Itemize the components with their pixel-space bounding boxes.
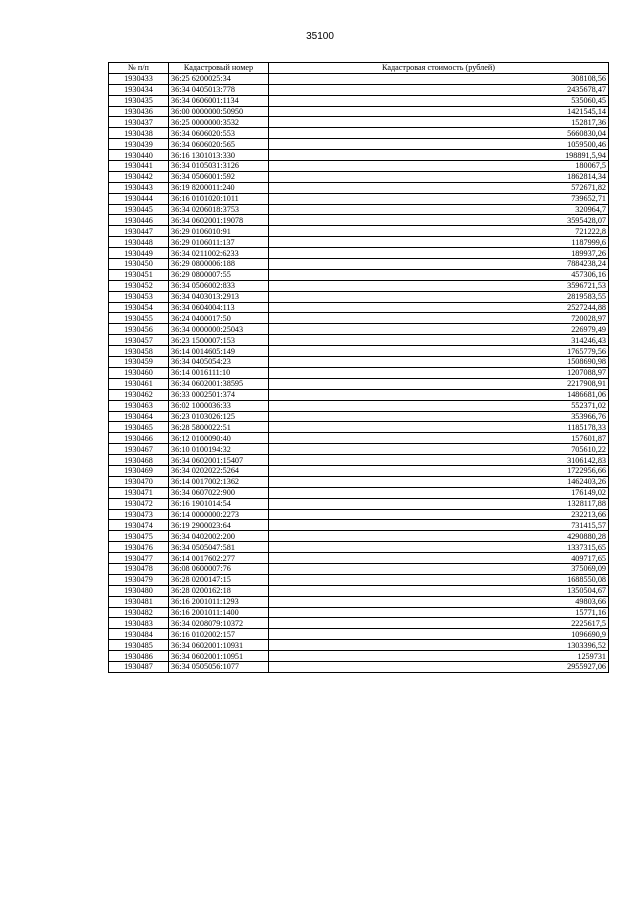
cadastral-number-cell: 36:14 0017002:1362 [169, 476, 269, 487]
cadastral-value-cell: 2819583,55 [269, 291, 609, 302]
cadastral-number-cell: 36:29 0106010:91 [169, 226, 269, 237]
cadastral-value-cell: 731415,57 [269, 520, 609, 531]
row-number-cell: 1930443 [109, 182, 169, 193]
row-number-cell: 1930460 [109, 367, 169, 378]
cadastral-number-cell: 36:29 0800007:55 [169, 269, 269, 280]
row-number-cell: 1930476 [109, 542, 169, 553]
cadastral-value-cell: 152817,36 [269, 117, 609, 128]
cadastral-number-cell: 36:19 2900023:64 [169, 520, 269, 531]
table-row [109, 618, 609, 629]
table-row [109, 422, 609, 433]
table-row [109, 487, 609, 498]
cadastral-value-cell: 1862814,34 [269, 171, 609, 182]
table-row [109, 357, 609, 368]
cadastral-value-cell: 535060,45 [269, 95, 609, 106]
table-row [109, 259, 609, 270]
cadastral-number-cell: 36:34 0606001:1134 [169, 95, 269, 106]
row-number-cell: 1930487 [109, 661, 169, 672]
table-row [109, 400, 609, 411]
cadastral-value-cell: 189937,26 [269, 248, 609, 259]
table-row [109, 84, 609, 95]
cadastral-value-cell: 15771,16 [269, 607, 609, 618]
table-body [109, 73, 609, 672]
row-number-cell: 1930484 [109, 629, 169, 640]
cadastral-value-cell: 1187999,6 [269, 237, 609, 248]
cadastral-value-cell: 721222,8 [269, 226, 609, 237]
cadastral-value-cell: 2527244,88 [269, 302, 609, 313]
cadastral-number-cell: 36:34 0402002:200 [169, 531, 269, 542]
table-header-row [109, 63, 609, 74]
table-row [109, 629, 609, 640]
table-row [109, 182, 609, 193]
row-number-cell: 1930479 [109, 574, 169, 585]
cadastral-number-cell: 36:14 0000000:2273 [169, 509, 269, 520]
cadastral-value-cell: 1096690,9 [269, 629, 609, 640]
cadastral-value-cell: 572671,82 [269, 182, 609, 193]
row-number-cell: 1930465 [109, 422, 169, 433]
cadastral-number-cell: 36:24 0400017:50 [169, 313, 269, 324]
table-row [109, 150, 609, 161]
table-row [109, 465, 609, 476]
row-number-cell: 1930471 [109, 487, 169, 498]
row-number-cell: 1930481 [109, 596, 169, 607]
cadastral-value-cell: 375069,09 [269, 563, 609, 574]
table-row [109, 455, 609, 466]
table-row [109, 563, 609, 574]
row-number-cell: 1930446 [109, 215, 169, 226]
cadastral-number-cell: 36:34 0405013:778 [169, 84, 269, 95]
row-number-cell: 1930470 [109, 476, 169, 487]
row-number-cell: 1930455 [109, 313, 169, 324]
cadastral-number-cell: 36:14 0017602:277 [169, 553, 269, 564]
cadastral-value-cell: 739652,71 [269, 193, 609, 204]
cadastral-number-cell: 36:34 0105031:3126 [169, 161, 269, 172]
table-row [109, 520, 609, 531]
cadastral-number-cell: 36:14 0014605:149 [169, 346, 269, 357]
page-number: 35100 [306, 31, 334, 42]
row-number-cell: 1930485 [109, 640, 169, 651]
row-number-cell: 1930464 [109, 411, 169, 422]
row-number-cell: 1930433 [109, 73, 169, 84]
table-row [109, 248, 609, 259]
cadastral-value-cell: 457306,16 [269, 269, 609, 280]
cadastral-number-cell: 36:23 0103026:125 [169, 411, 269, 422]
table-row [109, 531, 609, 542]
cadastral-number-cell: 36:02 1000036:33 [169, 400, 269, 411]
table-row [109, 651, 609, 662]
cadastral-value-cell: 1421545,14 [269, 106, 609, 117]
cadastral-value-cell: 4290880,28 [269, 531, 609, 542]
cadastral-value-cell: 705610,22 [269, 444, 609, 455]
cadastral-value-cell: 1350504,67 [269, 585, 609, 596]
cadastral-value-cell: 226979,49 [269, 324, 609, 335]
table-row [109, 313, 609, 324]
table-row [109, 661, 609, 672]
table-row [109, 640, 609, 651]
row-number-cell: 1930451 [109, 269, 169, 280]
cadastral-value-cell: 2217908,91 [269, 378, 609, 389]
row-number-cell: 1930468 [109, 455, 169, 466]
cadastral-number-cell: 36:28 0200147:15 [169, 574, 269, 585]
header-cadastral-value: Кадастровая стоимость (рублей) [269, 63, 609, 74]
cadastral-number-cell: 36:10 0100194:32 [169, 444, 269, 455]
row-number-cell: 1930478 [109, 563, 169, 574]
table-row [109, 73, 609, 84]
cadastral-value-cell: 1328117,88 [269, 498, 609, 509]
row-number-cell: 1930472 [109, 498, 169, 509]
cadastral-value-cell: 720028,97 [269, 313, 609, 324]
row-number-cell: 1930448 [109, 237, 169, 248]
row-number-cell: 1930457 [109, 335, 169, 346]
cadastral-value-cell: 308108,56 [269, 73, 609, 84]
cadastral-number-cell: 36:34 0606020:553 [169, 128, 269, 139]
table-row [109, 117, 609, 128]
row-number-cell: 1930458 [109, 346, 169, 357]
cadastral-value-cell: 232213,66 [269, 509, 609, 520]
row-number-cell: 1930453 [109, 291, 169, 302]
cadastral-value-cell: 1688550,08 [269, 574, 609, 585]
table-row [109, 596, 609, 607]
cadastral-value-cell: 198891,5,94 [269, 150, 609, 161]
cadastral-number-cell: 36:34 0000000:25043 [169, 324, 269, 335]
cadastral-value-cell: 1303396,52 [269, 640, 609, 651]
table-row [109, 335, 609, 346]
table-row [109, 161, 609, 172]
cadastral-value-cell: 3595428,07 [269, 215, 609, 226]
cadastral-value-table [108, 62, 609, 673]
cadastral-number-cell: 36:34 0405054:23 [169, 357, 269, 368]
row-number-cell: 1930444 [109, 193, 169, 204]
row-number-cell: 1930434 [109, 84, 169, 95]
cadastral-number-cell: 36:34 0607022:900 [169, 487, 269, 498]
table-row [109, 302, 609, 313]
table-row [109, 433, 609, 444]
cadastral-number-cell: 36:34 0202022:5264 [169, 465, 269, 476]
cadastral-value-cell: 5660830,04 [269, 128, 609, 139]
cadastral-value-cell: 3106142,83 [269, 455, 609, 466]
table-row [109, 204, 609, 215]
row-number-cell: 1930477 [109, 553, 169, 564]
cadastral-value-cell: 1486681,06 [269, 389, 609, 400]
cadastral-number-cell: 36:16 2001011:1400 [169, 607, 269, 618]
table-row [109, 553, 609, 564]
row-number-cell: 1930456 [109, 324, 169, 335]
row-number-cell: 1930475 [109, 531, 169, 542]
row-number-cell: 1930482 [109, 607, 169, 618]
table-row [109, 215, 609, 226]
cadastral-value-cell: 2225617,5 [269, 618, 609, 629]
cadastral-number-cell: 36:25 6200025:34 [169, 73, 269, 84]
table-row [109, 324, 609, 335]
cadastral-number-cell: 36:34 0604004:113 [169, 302, 269, 313]
cadastral-number-cell: 36:34 0506001:592 [169, 171, 269, 182]
cadastral-number-cell: 36:28 5800022:51 [169, 422, 269, 433]
cadastral-value-cell: 320964,7 [269, 204, 609, 215]
table-row [109, 509, 609, 520]
row-number-cell: 1930449 [109, 248, 169, 259]
cadastral-number-cell: 36:34 0602001:10931 [169, 640, 269, 651]
table-row [109, 346, 609, 357]
row-number-cell: 1930435 [109, 95, 169, 106]
cadastral-value-cell: 1059500,46 [269, 139, 609, 150]
table-row [109, 226, 609, 237]
cadastral-value-cell: 2435678,47 [269, 84, 609, 95]
cadastral-number-cell: 36:08 0600007:76 [169, 563, 269, 574]
cadastral-number-cell: 36:16 0101020:1011 [169, 193, 269, 204]
cadastral-number-cell: 36:00 0000000:50950 [169, 106, 269, 117]
row-number-cell: 1930437 [109, 117, 169, 128]
table-row [109, 389, 609, 400]
cadastral-value-cell: 1259731 [269, 651, 609, 662]
row-number-cell: 1930445 [109, 204, 169, 215]
cadastral-number-cell: 36:12 0100090:40 [169, 433, 269, 444]
table-row [109, 139, 609, 150]
cadastral-value-cell: 3596721,53 [269, 280, 609, 291]
row-number-cell: 1930439 [109, 139, 169, 150]
row-number-cell: 1930436 [109, 106, 169, 117]
table-row [109, 378, 609, 389]
table-row [109, 171, 609, 182]
cadastral-number-cell: 36:23 1500007:153 [169, 335, 269, 346]
cadastral-number-cell: 36:28 0200162:18 [169, 585, 269, 596]
cadastral-number-cell: 36:34 0403013:2913 [169, 291, 269, 302]
table-row [109, 280, 609, 291]
row-number-cell: 1930441 [109, 161, 169, 172]
cadastral-number-cell: 36:16 1301013:330 [169, 150, 269, 161]
table-row [109, 476, 609, 487]
table-row [109, 193, 609, 204]
cadastral-number-cell: 36:16 0102002:157 [169, 629, 269, 640]
cadastral-number-cell: 36:34 0602001:15407 [169, 455, 269, 466]
cadastral-value-cell: 1185178,33 [269, 422, 609, 433]
cadastral-value-cell: 314246,43 [269, 335, 609, 346]
row-number-cell: 1930447 [109, 226, 169, 237]
cadastral-number-cell: 36:33 0002501:374 [169, 389, 269, 400]
cadastral-value-cell: 176149,02 [269, 487, 609, 498]
table-row [109, 498, 609, 509]
cadastral-number-cell: 36:34 0602001:10951 [169, 651, 269, 662]
row-number-cell: 1930450 [109, 259, 169, 270]
row-number-cell: 1930469 [109, 465, 169, 476]
table-row [109, 542, 609, 553]
cadastral-number-cell: 36:34 0206018:3753 [169, 204, 269, 215]
cadastral-number-cell: 36:34 0211002:6233 [169, 248, 269, 259]
cadastral-number-cell: 36:34 0506002:833 [169, 280, 269, 291]
row-number-cell: 1930462 [109, 389, 169, 400]
table-row [109, 128, 609, 139]
row-number-cell: 1930438 [109, 128, 169, 139]
table-row [109, 269, 609, 280]
table-row [109, 291, 609, 302]
table-row [109, 574, 609, 585]
row-number-cell: 1930483 [109, 618, 169, 629]
row-number-cell: 1930454 [109, 302, 169, 313]
header-cadastral-number: Кадастровый номер [169, 63, 269, 74]
table-row [109, 607, 609, 618]
cadastral-number-cell: 36:29 0800006:188 [169, 259, 269, 270]
cadastral-value-cell: 157601,87 [269, 433, 609, 444]
row-number-cell: 1930474 [109, 520, 169, 531]
cadastral-number-cell: 36:16 2001011:1293 [169, 596, 269, 607]
cadastral-value-cell: 1207088,97 [269, 367, 609, 378]
row-number-cell: 1930473 [109, 509, 169, 520]
cadastral-number-cell: 36:34 0606020:565 [169, 139, 269, 150]
row-number-cell: 1930463 [109, 400, 169, 411]
cadastral-value-cell: 1722956,66 [269, 465, 609, 476]
row-number-cell: 1930486 [109, 651, 169, 662]
row-number-cell: 1930467 [109, 444, 169, 455]
cadastral-value-cell: 49803,66 [269, 596, 609, 607]
cadastral-value-cell: 7884238,24 [269, 259, 609, 270]
cadastral-value-cell: 1765779,56 [269, 346, 609, 357]
cadastral-number-cell: 36:29 0106011:137 [169, 237, 269, 248]
table-row [109, 95, 609, 106]
cadastral-value-cell: 552371,02 [269, 400, 609, 411]
cadastral-value-cell: 1337315,65 [269, 542, 609, 553]
cadastral-number-cell: 36:34 0602001:19078 [169, 215, 269, 226]
table-row [109, 367, 609, 378]
row-number-cell: 1930480 [109, 585, 169, 596]
table-row [109, 411, 609, 422]
table-row [109, 106, 609, 117]
cadastral-value-cell: 1508690,98 [269, 357, 609, 368]
row-number-cell: 1930466 [109, 433, 169, 444]
cadastral-number-cell: 36:25 0000000:3532 [169, 117, 269, 128]
cadastral-value-cell: 409717,65 [269, 553, 609, 564]
row-number-cell: 1930440 [109, 150, 169, 161]
cadastral-number-cell: 36:34 0505047:581 [169, 542, 269, 553]
cadastral-value-cell: 2955927,06 [269, 661, 609, 672]
cadastral-number-cell: 36:34 0208079:10372 [169, 618, 269, 629]
row-number-cell: 1930459 [109, 357, 169, 368]
table-row [109, 237, 609, 248]
table-row [109, 444, 609, 455]
cadastral-number-cell: 36:14 0016111:10 [169, 367, 269, 378]
header-row-number: № п/п [109, 63, 169, 74]
cadastral-number-cell: 36:19 8200011:240 [169, 182, 269, 193]
row-number-cell: 1930452 [109, 280, 169, 291]
cadastral-value-cell: 180067,5 [269, 161, 609, 172]
row-number-cell: 1930442 [109, 171, 169, 182]
cadastral-number-cell: 36:34 0602001:38595 [169, 378, 269, 389]
cadastral-value-cell: 353966,76 [269, 411, 609, 422]
cadastral-number-cell: 36:16 1901014:54 [169, 498, 269, 509]
cadastral-value-cell: 1462403,26 [269, 476, 609, 487]
cadastral-number-cell: 36:34 0505056:1077 [169, 661, 269, 672]
table-row [109, 585, 609, 596]
row-number-cell: 1930461 [109, 378, 169, 389]
